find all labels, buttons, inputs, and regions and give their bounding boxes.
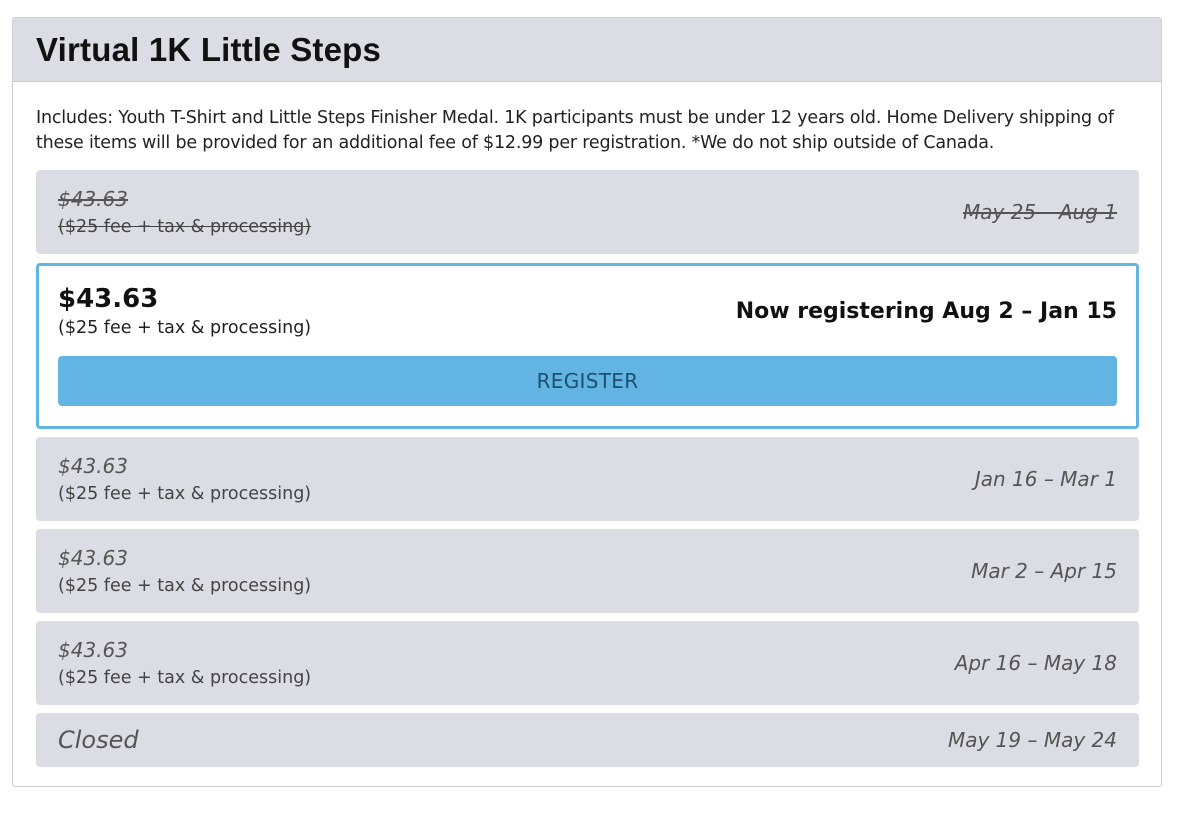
active-tier-row bbox=[58, 284, 1117, 338]
tier-price-block bbox=[58, 546, 311, 596]
tier-price-block bbox=[58, 187, 311, 237]
event-title: Virtual 1K Little Steps bbox=[36, 30, 382, 68]
tier-dates: Jan 16 – Mar 1 bbox=[974, 467, 1117, 491]
tier-price-block bbox=[58, 284, 311, 338]
event-description: Includes: Youth T-Shirt and Little Steps Finisher Medal. 1K participants must be under 12 years old. Home Delivery shipping of these items will be provided for an additional fee of $12.99 per registration. *We do not ship outside of Canada. bbox=[36, 108, 1114, 153]
price-tier-closed bbox=[36, 713, 1139, 767]
tier-price: $43.63 bbox=[58, 284, 159, 314]
tier-dates: Now registering Aug 2 – Jan 15 bbox=[735, 298, 1117, 324]
tier-fee: ($25 fee + tax & processing) bbox=[58, 576, 312, 596]
tier-dates: Mar 2 – Apr 15 bbox=[971, 559, 1117, 583]
price-tier-past bbox=[36, 170, 1139, 254]
tier-dates: Apr 16 – May 18 bbox=[954, 651, 1117, 675]
tier-dates: May 19 – May 24 bbox=[947, 728, 1117, 752]
tier-fee: ($25 fee + tax & processing) bbox=[58, 668, 312, 688]
register-button[interactable]: REGISTER bbox=[58, 356, 1117, 406]
closed-label: Closed bbox=[58, 726, 139, 754]
price-tier-upcoming bbox=[36, 529, 1139, 613]
tier-price-block bbox=[58, 454, 311, 504]
tier-price: $43.63 bbox=[58, 454, 128, 478]
price-tier-upcoming bbox=[36, 621, 1139, 705]
tier-fee: ($25 fee + tax & processing) bbox=[58, 318, 312, 338]
card-body bbox=[13, 106, 1161, 767]
tier-price-block bbox=[58, 638, 311, 688]
tier-fee: ($25 fee + tax & processing) bbox=[58, 484, 312, 504]
tier-fee: ($25 fee + tax & processing) bbox=[58, 217, 312, 237]
event-card bbox=[12, 17, 1162, 787]
tier-price: $43.63 bbox=[58, 546, 128, 570]
price-tier-active bbox=[36, 263, 1139, 429]
tier-price: $43.63 bbox=[58, 187, 128, 211]
price-tier-upcoming bbox=[36, 437, 1139, 521]
tier-dates: May 25 – Aug 1 bbox=[962, 200, 1117, 224]
tier-price: $43.63 bbox=[58, 638, 128, 662]
card-header bbox=[13, 18, 1161, 82]
